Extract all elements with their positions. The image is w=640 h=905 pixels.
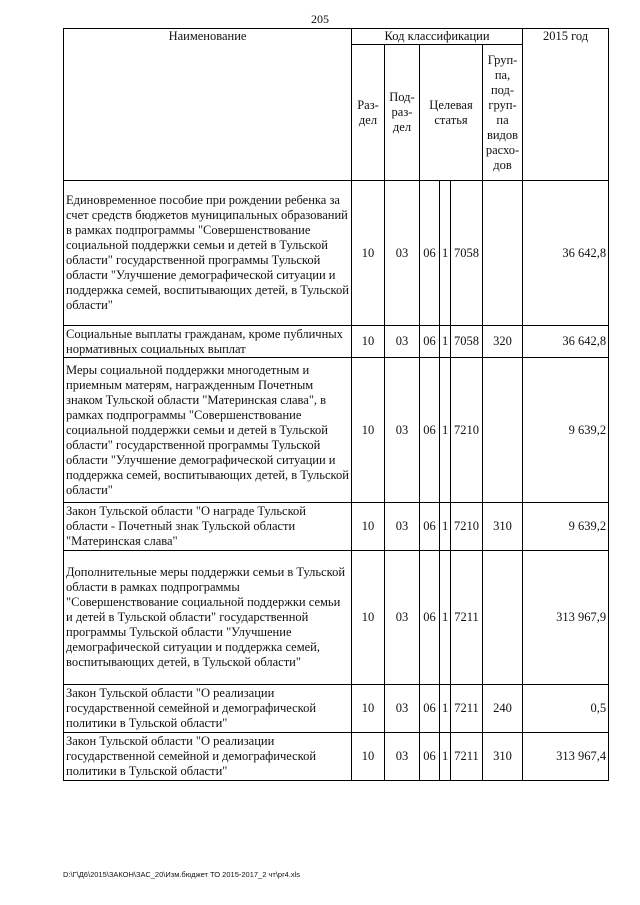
row-target-direction: 7058 — [451, 181, 483, 326]
row-target-direction: 7211 — [451, 685, 483, 733]
row-target-subprogram: 1 — [440, 358, 451, 503]
row-name: Дополнительные меры поддержки семьи в Тульской области в рамках подпрограммы "Совершенствование социальной поддержки семьи и детей в Тульской области" государственной программы Тульской области "Улучшение демографической ситуации и поддержка семей, воспитывающих детей, в Тульской области" — [64, 551, 352, 685]
row-amount: 0,5 — [523, 685, 609, 733]
table-row — [64, 181, 609, 326]
row-target-direction: 7211 — [451, 733, 483, 781]
row-target-program: 06 — [420, 551, 440, 685]
row-group — [483, 551, 523, 685]
row-subsection: 03 — [385, 733, 420, 781]
row-name: Закон Тульской области "О реализации государственной семейной и демографической политики в Тульской области" — [64, 733, 352, 781]
row-target-subprogram: 1 — [440, 551, 451, 685]
row-name: Меры социальной поддержки многодетным и приемным матерям, награжденным Почетным знаком Тульской области "Материнская слава", в рамках подпрограммы "Совершенствование социальной поддержки семьи и детей в Тульской области" государственной программы Тульской области "Улучшение демографической ситуации и поддержка семей, воспитывающих детей, в Тульской области" — [64, 358, 352, 503]
budget-table — [63, 28, 609, 781]
table-row — [64, 551, 609, 685]
row-target-direction: 7210 — [451, 503, 483, 551]
row-subsection: 03 — [385, 326, 420, 358]
header-name: Наименование — [64, 29, 352, 181]
row-target-program: 06 — [420, 503, 440, 551]
row-amount: 9 639,2 — [523, 503, 609, 551]
row-name: Социальные выплаты гражданам, кроме публичных нормативных социальных выплат — [64, 326, 352, 358]
header-year: 2015 год — [523, 29, 609, 181]
row-subsection: 03 — [385, 358, 420, 503]
header-target: Целевая статья — [420, 45, 483, 181]
row-target-direction: 7211 — [451, 551, 483, 685]
row-amount: 36 642,8 — [523, 326, 609, 358]
row-amount: 313 967,4 — [523, 733, 609, 781]
row-subsection: 03 — [385, 685, 420, 733]
row-target-subprogram: 1 — [440, 685, 451, 733]
row-target-subprogram: 1 — [440, 181, 451, 326]
row-section: 10 — [352, 733, 385, 781]
table-row — [64, 733, 609, 781]
row-target-program: 06 — [420, 326, 440, 358]
row-subsection: 03 — [385, 503, 420, 551]
header-group: Груп- па, под- груп- па видов расхо- дов — [483, 45, 523, 181]
row-section: 10 — [352, 181, 385, 326]
row-target-subprogram: 1 — [440, 733, 451, 781]
row-target-program: 06 — [420, 685, 440, 733]
table-row — [64, 358, 609, 503]
row-name: Закон Тульской области "О реализации государственной семейной и демографической политики в Тульской области" — [64, 685, 352, 733]
row-group: 310 — [483, 733, 523, 781]
row-section: 10 — [352, 685, 385, 733]
row-subsection: 03 — [385, 181, 420, 326]
row-name: Закон Тульской области "О награде Тульской области - Почетный знак Тульской области "Материнская слава" — [64, 503, 352, 551]
header-subsection: Под- раз- дел — [385, 45, 420, 181]
row-target-program: 06 — [420, 181, 440, 326]
row-group: 240 — [483, 685, 523, 733]
row-section: 10 — [352, 358, 385, 503]
row-group — [483, 358, 523, 503]
file-path-footer: D:\Г\Д6\2015\ЗАКОН\ЗАС_20\Изм.бюджет ТО 2015-2017_2 чт\pr4.xls — [63, 870, 300, 879]
row-section: 10 — [352, 326, 385, 358]
row-target-direction: 7210 — [451, 358, 483, 503]
header-section: Раз- дел — [352, 45, 385, 181]
row-subsection: 03 — [385, 551, 420, 685]
table-row — [64, 685, 609, 733]
row-section: 10 — [352, 503, 385, 551]
row-target-subprogram: 1 — [440, 503, 451, 551]
row-amount: 36 642,8 — [523, 181, 609, 326]
row-amount: 9 639,2 — [523, 358, 609, 503]
row-amount: 313 967,9 — [523, 551, 609, 685]
table-row — [64, 326, 609, 358]
row-group: 310 — [483, 503, 523, 551]
row-group — [483, 181, 523, 326]
row-target-program: 06 — [420, 733, 440, 781]
row-target-direction: 7058 — [451, 326, 483, 358]
row-target-subprogram: 1 — [440, 326, 451, 358]
header-code: Код классификации — [352, 29, 523, 45]
row-group: 320 — [483, 326, 523, 358]
row-name: Единовременное пособие при рождении ребенка за счет средств бюджетов муниципальных образований в рамках подпрограммы "Совершенствование социальной поддержки семьи и детей в Тульской области" государственной программы Тульской области "Улучшение демографической ситуации и поддержка семей, воспитывающих детей, в Тульской области" — [64, 181, 352, 326]
page-number: 205 — [311, 12, 329, 26]
row-section: 10 — [352, 551, 385, 685]
table-row — [64, 503, 609, 551]
row-target-program: 06 — [420, 358, 440, 503]
